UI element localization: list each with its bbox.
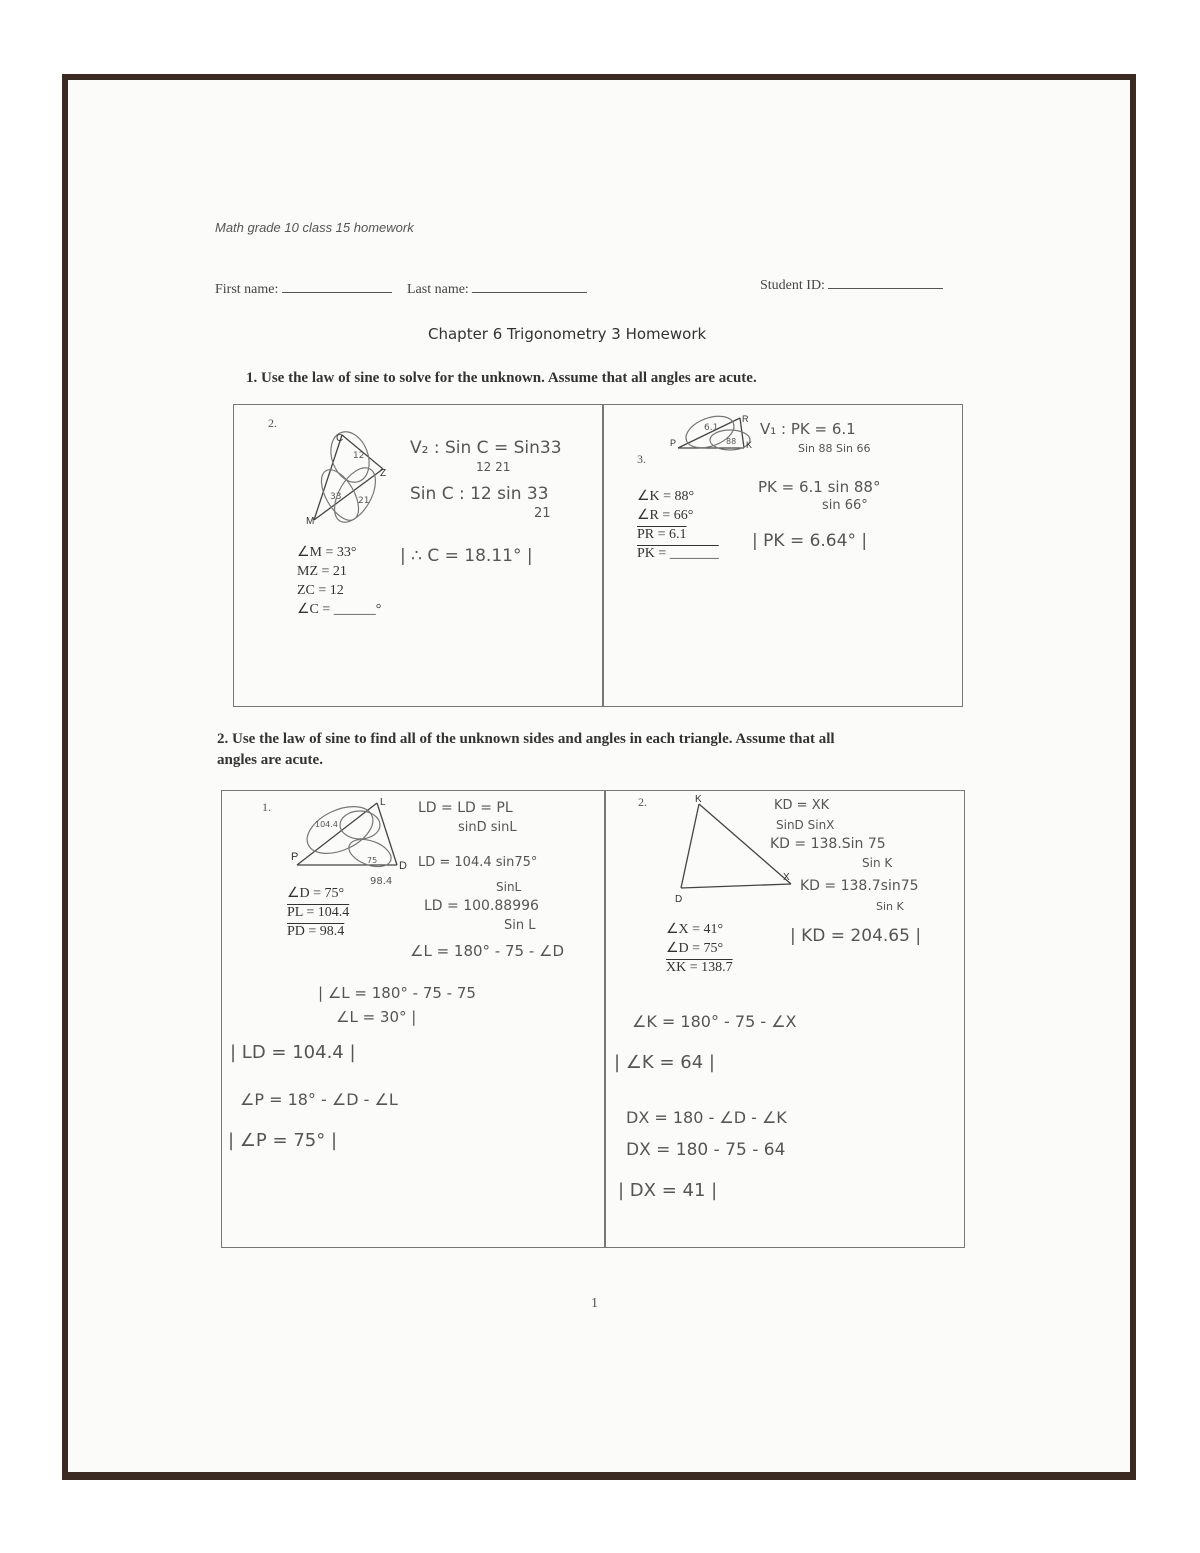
q2-p1-angle-label: 75 bbox=[367, 856, 378, 865]
q1-p2-answer-text: ∴ C = 18.11° bbox=[411, 546, 522, 566]
q2-p1-work-2: sinD sinL bbox=[458, 820, 517, 835]
q1-p2-answer: | ∴ C = 18.11° | bbox=[400, 546, 533, 566]
first-name-field bbox=[215, 280, 392, 298]
q2-p1-given-1: ∠D = 75° bbox=[287, 886, 345, 901]
q1-p2-triangle-figure bbox=[300, 425, 400, 525]
q1-p2-given-1: ∠M = 33° bbox=[297, 545, 357, 560]
q1-p3-label-p: P bbox=[670, 438, 677, 448]
q2-p1-triangle-figure bbox=[285, 795, 425, 890]
q2-p1-answer-ld-text: LD = 104.4 bbox=[241, 1042, 344, 1063]
q2-p2-work-4: Sin K bbox=[862, 856, 893, 870]
q2-p2-given-1: ∠X = 41° bbox=[666, 922, 724, 937]
q2-p2-label-x: X bbox=[783, 872, 790, 883]
question-1-prompt: 1. Use the law of sine to solve for the unknown. Assume that all angles are acute. bbox=[246, 370, 757, 386]
q2-p1-work-9: ∠L = 30° | bbox=[336, 1008, 417, 1026]
q2-p2-label-d: D bbox=[675, 894, 683, 905]
q1-problem-3-number: 3. bbox=[637, 452, 646, 466]
q2-p2-answer-k: | ∠K = 64 | bbox=[614, 1052, 715, 1073]
q2-p1-given bbox=[287, 884, 349, 941]
q2-p1-work-5: LD = 100.88996 bbox=[424, 898, 539, 914]
q2-p1-work-8-text: ∠L = 180° - 75 - 75 bbox=[327, 984, 476, 1002]
q2-p2-work-10: DX = 180 - ∠D - ∠K bbox=[626, 1108, 787, 1127]
last-name-label: Last name: bbox=[407, 282, 469, 297]
q2-p1-work-4: SinL bbox=[496, 880, 522, 894]
q2-p2-answer-dx: | DX = 41 | bbox=[618, 1180, 718, 1201]
q1-p3-given-3: PR = 6.1 bbox=[637, 527, 687, 542]
q2-p2-label-k: K bbox=[695, 794, 702, 805]
q2-p2-work-2: SinD SinX bbox=[776, 818, 835, 832]
q2-p1-label-p: P bbox=[291, 851, 299, 863]
q2-p1-work-1: LD = LD = PL bbox=[418, 800, 513, 816]
q1-p3-angle: 88 bbox=[726, 437, 737, 446]
student-id-field bbox=[760, 276, 943, 294]
q1-p3-work-4: sin 66° bbox=[822, 498, 868, 513]
q2-p1-work-11: ∠P = 18° - ∠D - ∠L bbox=[240, 1090, 398, 1109]
q2-p1-extra-label: 98.4 bbox=[370, 876, 393, 887]
q1-p3-work-2: Sin 88 Sin 66 bbox=[798, 442, 871, 455]
q2-p2-given bbox=[666, 920, 733, 977]
question-2-prompt-line-1: 2. Use the law of sine to find all of the unknown sides and angles in each triangle. Assume that all bbox=[217, 731, 835, 747]
q2-p1-work-8: | ∠L = 180° - 75 - 75 bbox=[318, 984, 476, 1002]
last-name-field bbox=[407, 280, 587, 298]
q1-p3-label-k: K bbox=[746, 440, 753, 450]
q2-p1-label-d: D bbox=[399, 860, 407, 872]
q2-p1-work-3: LD = 104.4 sin75° bbox=[418, 855, 538, 870]
q1-p3-work-1: V₁ : PK = 6.1 bbox=[760, 420, 856, 438]
q2-p1-answer-p: | ∠P = 75° | bbox=[228, 1130, 338, 1151]
q1-p3-label-r: R bbox=[742, 414, 749, 424]
q2-p2-answer-k-text: ∠K = 64 bbox=[625, 1052, 704, 1073]
q1-p2-work-1: V₂ : Sin C = Sin33 bbox=[410, 438, 562, 458]
q2-p2-work-6: Sin K bbox=[876, 900, 904, 913]
q1-p2-given bbox=[297, 543, 381, 619]
q2-p1-given-2: PL = 104.4 bbox=[287, 905, 350, 920]
q1-p3-answer-text: PK = 6.64° bbox=[763, 531, 856, 551]
q2-p2-given-2: ∠D = 75° bbox=[666, 941, 724, 956]
q2-p2-answer-kd: | KD = 204.65 | bbox=[790, 926, 922, 946]
student-id-blank bbox=[828, 276, 943, 289]
q1-p3-side: 6.1 bbox=[704, 423, 719, 433]
course-label: Math grade 10 class 15 homework bbox=[215, 220, 414, 235]
q1-problem-2-number: 2. bbox=[268, 416, 277, 430]
q1-p2-angle-note: 33 bbox=[330, 492, 342, 502]
question-1-divider bbox=[602, 404, 604, 706]
q2-p2-work-1: KD = XK bbox=[774, 798, 830, 813]
q2-p1-given-3: PD = 98.4 bbox=[287, 924, 345, 939]
q2-p2-work-8: ∠K = 180° - 75 - ∠X bbox=[632, 1012, 797, 1031]
q2-p2-work-5: KD = 138.7sin75 bbox=[800, 878, 919, 894]
q1-p2-work-4: 21 bbox=[534, 506, 551, 521]
q1-p2-label-z: Z bbox=[380, 468, 387, 479]
q1-p2-label-m: M bbox=[306, 516, 315, 527]
q2-p2-work-11: DX = 180 - 75 - 64 bbox=[626, 1140, 786, 1160]
q1-p3-given-2: ∠R = 66° bbox=[637, 508, 694, 523]
q1-p2-work-3: Sin C : 12 sin 33 bbox=[410, 484, 549, 504]
q2-p2-work-3: KD = 138.Sin 75 bbox=[770, 836, 886, 852]
q1-p3-given bbox=[637, 487, 719, 563]
q2-problem-1-number: 1. bbox=[262, 800, 271, 814]
q2-p1-label-l: L bbox=[380, 797, 386, 808]
q1-p3-answer: | PK = 6.64° | bbox=[752, 531, 868, 551]
q1-p3-given-4: PK = _______ bbox=[637, 546, 719, 561]
q2-p1-work-6: Sin L bbox=[504, 918, 536, 933]
q2-p1-side-label: 104.4 bbox=[315, 820, 338, 829]
question-2-prompt-line-2: angles are acute. bbox=[217, 752, 323, 768]
q2-problem-2-number: 2. bbox=[638, 795, 647, 809]
q1-p3-triangle-figure bbox=[670, 410, 760, 465]
q1-p2-given-4: ∠C = ______° bbox=[297, 602, 382, 617]
q1-p3-given-1: ∠K = 88° bbox=[637, 489, 695, 504]
question-2-divider bbox=[604, 790, 606, 1247]
student-id-label: Student ID: bbox=[760, 278, 825, 293]
q1-p2-label-c: C bbox=[336, 433, 344, 444]
page-title: Chapter 6 Trigonometry 3 Homework bbox=[428, 325, 707, 343]
q1-p2-given-3: ZC = 12 bbox=[297, 583, 344, 598]
q2-p2-answer-dx-text: DX = 41 bbox=[629, 1180, 706, 1201]
first-name-label: First name: bbox=[215, 282, 279, 297]
q2-p1-work-7: ∠L = 180° - 75 - ∠D bbox=[410, 942, 565, 960]
q2-p2-given-3: XK = 138.7 bbox=[666, 960, 733, 975]
q1-p3-work-3: PK = 6.1 sin 88° bbox=[758, 478, 881, 496]
first-name-blank bbox=[282, 280, 392, 293]
q1-p2-side-12: 12 bbox=[353, 451, 365, 461]
q2-p1-answer-p-text: ∠P = 75° bbox=[239, 1130, 326, 1151]
q1-p2-side-21: 21 bbox=[358, 496, 370, 506]
q1-p2-given-2: MZ = 21 bbox=[297, 564, 347, 579]
page-number: 1 bbox=[591, 1296, 598, 1311]
q1-p2-work-2: 12 21 bbox=[476, 460, 511, 474]
q2-p1-work-9-text: ∠L = 30° bbox=[336, 1008, 407, 1026]
last-name-blank bbox=[472, 280, 587, 293]
q2-p1-answer-ld: | LD = 104.4 | bbox=[230, 1042, 356, 1063]
q2-p2-answer-kd-text: KD = 204.65 bbox=[801, 926, 910, 946]
